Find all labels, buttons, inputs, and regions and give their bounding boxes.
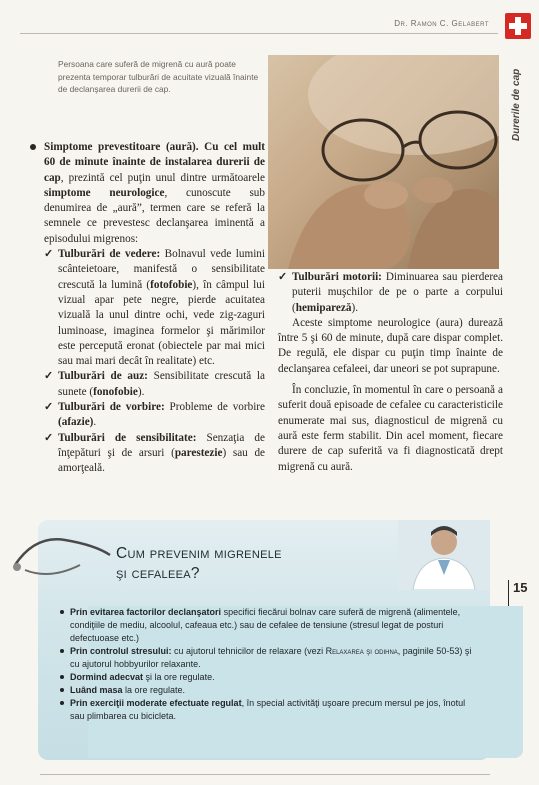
symptom-speech: ✓ Tulburări de vorbire: Probleme de vorbire (afazie). [44, 401, 265, 429]
page-number: 15 [508, 580, 532, 606]
symptom-hearing: ✓ Tulburări de auz: Sensibilitate crescută la sunete (fonofobie). [44, 370, 265, 398]
list-item: Luând masa la ore regulate. [60, 684, 480, 697]
conclusion-paragraph: În concluzie, în momentul în care o persoană a suferit două episoade de cefalee cu caracteristicile enumerate mai sus, diagnosticul de migrenă cu aură este ferm stabilit. Din acel moment, fiecare durere de cap suferită va fi diagnosticată drept migrenă cu aură. [278, 384, 503, 473]
doctor-illustration [398, 520, 490, 590]
prevention-list [60, 606, 480, 723]
list-item: Prin controlul stresului: cu ajutorul tehnicilor de relaxare (vezi Relaxarea şi odihna, paginile 50-53) şi cu ajutorul hobbyurilor relaxante. [60, 645, 480, 671]
list-item: Prin exerciţii moderate efectuate regulat, în special activităţi uşoare precum mersul pe jos, înotul sau plimbarea cu bicicleta. [60, 697, 480, 723]
photo-man-rubbing-eyes [268, 55, 499, 269]
section-side-label: Durerile de cap [511, 68, 522, 142]
symptom-sensitivity: ✓ Tulburări de sensibilitate: Senzaţia de înţepături şi de arsuri (parestezie) sau de amorţeală. [44, 431, 266, 475]
footer-divider [40, 774, 490, 775]
aura-symptoms-bullet: Simptome prevestitoare (aură). Cu cel mult 60 de minute înainte de instalarea durerii de cap, prezintă cel puţin unul dintre următoarele simptome neurologice, cunoscute sub denumirea de „aură”, termen care se referă la semnele ce prevestesc declanşarea iminentă a episodului migrenos: [30, 140, 265, 247]
prevention-box-title: Cum prevenim migrenele şi cefaleea? [116, 545, 282, 582]
right-column [278, 270, 503, 475]
page-header [0, 8, 539, 38]
red-cross-icon [505, 13, 531, 39]
author-name: Dr. Ramon C. Gelabert [394, 19, 489, 28]
list-item: Prin evitarea factorilor declanşatori specifici fiecărui bolnav care suferă de migrenă (alimentele, condiţiile de mediu, alcoolul, cafeaua etc.) sau de cefalee de tensiune (stresul legat de posturi defectuoase etc.) [60, 606, 480, 645]
stethoscope-icon [5, 525, 115, 585]
aura-heading: Simptome prevestitoare (aură). Cu cel mult 60 de minute înainte de instalarea durerii de cap [44, 141, 265, 184]
aura-duration-paragraph: Aceste simptome neurologice (aura) durează între 5 şi 60 de minute, după care dispar complet. De regulă, ele dispar cu puţin timp înainte de declanşarea cefaleei, dar uneori se pot suprapune. [278, 316, 503, 375]
header-divider [20, 33, 498, 34]
left-column [30, 140, 265, 477]
symptom-motor: ✓ Tulburări motorii: Diminuarea sau pierderea puterii muşchilor de pe o parte a corpului (hemipareză). [278, 271, 503, 314]
list-item: Dormind adecvat şi la ore regulate. [60, 671, 480, 684]
photo-caption: Persoana care suferă de migrenă cu aură poate prezenta temporar tulburări de acuitate vizuală înainte de declanşarea durerii de cap. [58, 59, 259, 94]
symptom-vision: ✓ Tulburări de vedere: Bolnavul vede lumini scânteietoare, manifestă o sensibilitate crescută la lumină (fotofobie), în câmpul lui vizual apar pete negre, pierde acuitatea vizuală la unul dintre ochi, vede zig-zaguri luminoase, imaginea formelor şi mărimilor este percepută eronat (obiectele par mai mici sau mai mari decât în realitate) etc. [44, 248, 265, 368]
